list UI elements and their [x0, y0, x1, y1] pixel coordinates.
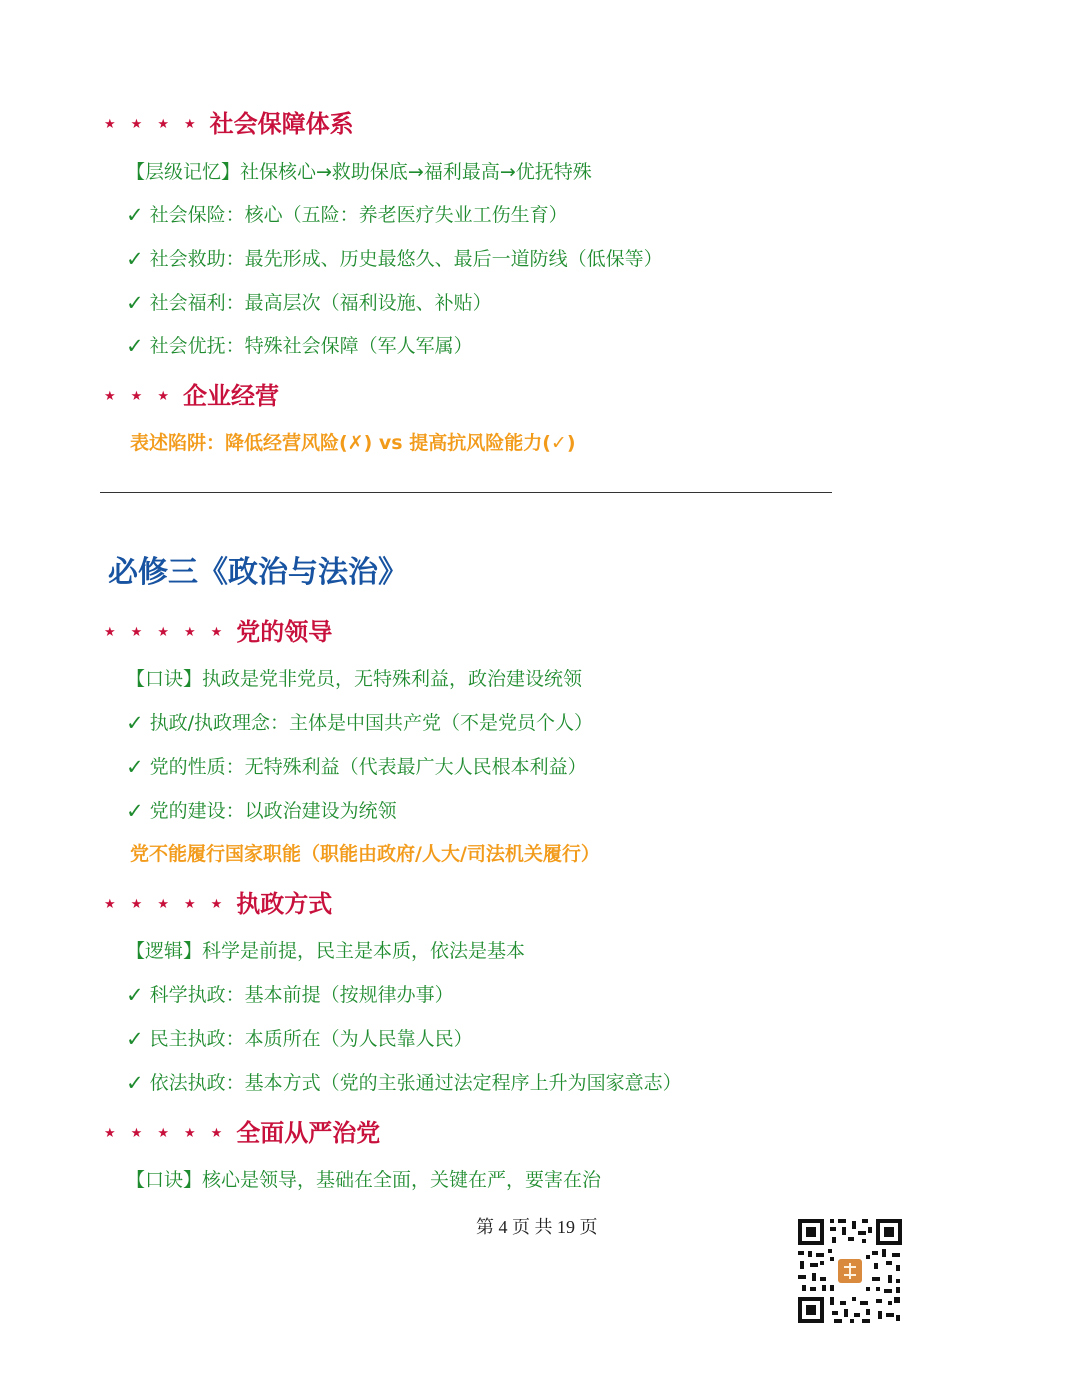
check-icon: ✓ — [126, 247, 144, 271]
check-icon: ✓ — [126, 711, 144, 735]
check-item-text: 党的性质：无特殊利益（代表最广大人民根本利益） — [149, 756, 587, 778]
check-icon: ✓ — [126, 291, 144, 315]
star-icon: ★ — [157, 896, 169, 912]
check-item — [126, 205, 568, 226]
rating-stars — [104, 898, 222, 911]
star-icon: ★ — [104, 116, 116, 132]
memo-line: 【逻辑】科学是前提，民主是本质，依法是基本 — [126, 940, 526, 962]
check-icon: ✓ — [126, 755, 144, 779]
star-icon: ★ — [157, 1125, 169, 1141]
star-icon: ★ — [183, 624, 196, 640]
check-item — [126, 757, 587, 778]
check-icon: ✓ — [126, 203, 144, 227]
section-heading-social-security — [104, 112, 354, 136]
memo-line: 【层级记忆】社保核心→救助保底→福利最高→优抚特殊 — [126, 161, 592, 183]
rating-stars — [104, 626, 222, 639]
memo-line: 【口诀】执政是党非党员，无特殊利益，政治建设统领 — [126, 668, 583, 690]
check-icon: ✓ — [126, 1027, 144, 1051]
check-item-text: 社会救助：最先形成、历史最悠久、最后一道防线（低保等） — [149, 248, 663, 270]
check-item — [126, 985, 454, 1006]
star-icon: ★ — [183, 116, 196, 132]
star-icon: ★ — [130, 116, 143, 132]
section-heading-enterprise — [104, 384, 279, 408]
rating-stars — [104, 118, 196, 131]
check-item-text: 社会保险：核心（五险：养老医疗失业工伤生育） — [149, 204, 568, 226]
check-icon: ✓ — [126, 1071, 144, 1095]
star-icon: ★ — [104, 896, 116, 912]
check-item — [126, 293, 492, 314]
check-item-text: 社会优抚：特殊社会保障（军人军属） — [149, 335, 473, 357]
warning-note: 表述陷阱：降低经营风险(✗) vs 提高抗风险能力(✓) — [130, 432, 576, 454]
check-item-text: 依法执政：基本方式（党的主张通过法定程序上升为国家意志） — [149, 1072, 682, 1094]
check-item — [126, 1029, 473, 1050]
check-item — [126, 1073, 682, 1094]
page-number: 第 4 页 共 19 页 — [476, 1217, 598, 1237]
star-icon: ★ — [157, 388, 169, 404]
check-item — [126, 713, 593, 734]
star-icon: ★ — [210, 624, 223, 640]
rating-stars — [104, 390, 169, 403]
star-icon: ★ — [130, 896, 143, 912]
check-icon: ✓ — [126, 983, 144, 1007]
check-item — [126, 801, 397, 822]
check-item — [126, 249, 663, 270]
section-title: 企业经营 — [182, 382, 279, 410]
check-item-text: 社会福利：最高层次（福利设施、补贴） — [149, 292, 492, 314]
star-icon: ★ — [104, 1125, 116, 1141]
section-title: 执政方式 — [236, 890, 333, 918]
star-icon: ★ — [183, 896, 196, 912]
check-icon: ✓ — [126, 799, 144, 823]
star-icon: ★ — [210, 1125, 223, 1141]
check-item-text: 党的建设：以政治建设为统领 — [149, 800, 397, 822]
star-icon: ★ — [210, 896, 223, 912]
section-heading-governance — [104, 892, 332, 916]
check-icon: ✓ — [126, 334, 144, 358]
section-divider — [100, 492, 832, 493]
part-title: 必修三《政治与法治》 — [108, 555, 408, 590]
check-item-text: 民主执政：本质所在（为人民靠人民） — [149, 1028, 473, 1050]
star-icon: ★ — [157, 116, 169, 132]
star-icon: ★ — [130, 624, 143, 640]
section-title: 党的领导 — [236, 618, 333, 646]
qr-code-icon — [796, 1217, 904, 1325]
rating-stars — [104, 1127, 222, 1140]
section-title: 全面从严治党 — [236, 1119, 381, 1147]
section-heading-strict-governance — [104, 1121, 380, 1145]
check-item — [126, 336, 473, 357]
star-icon: ★ — [183, 1125, 196, 1141]
check-item-text: 执政/执政理念：主体是中国共产党（不是党员个人） — [149, 712, 594, 734]
memo-line: 【口诀】核心是领导，基础在全面，关键在严，要害在治 — [126, 1169, 602, 1191]
star-icon: ★ — [104, 388, 116, 404]
star-icon: ★ — [157, 624, 169, 640]
star-icon: ★ — [130, 1125, 143, 1141]
check-item-text: 科学执政：基本前提（按规律办事） — [149, 984, 454, 1006]
star-icon: ★ — [104, 624, 116, 640]
warning-note: 党不能履行国家职能（职能由政府/人大/司法机关履行） — [130, 843, 600, 865]
section-title: 社会保障体系 — [209, 110, 354, 138]
section-heading-party-leadership — [104, 620, 332, 644]
star-icon: ★ — [130, 388, 143, 404]
